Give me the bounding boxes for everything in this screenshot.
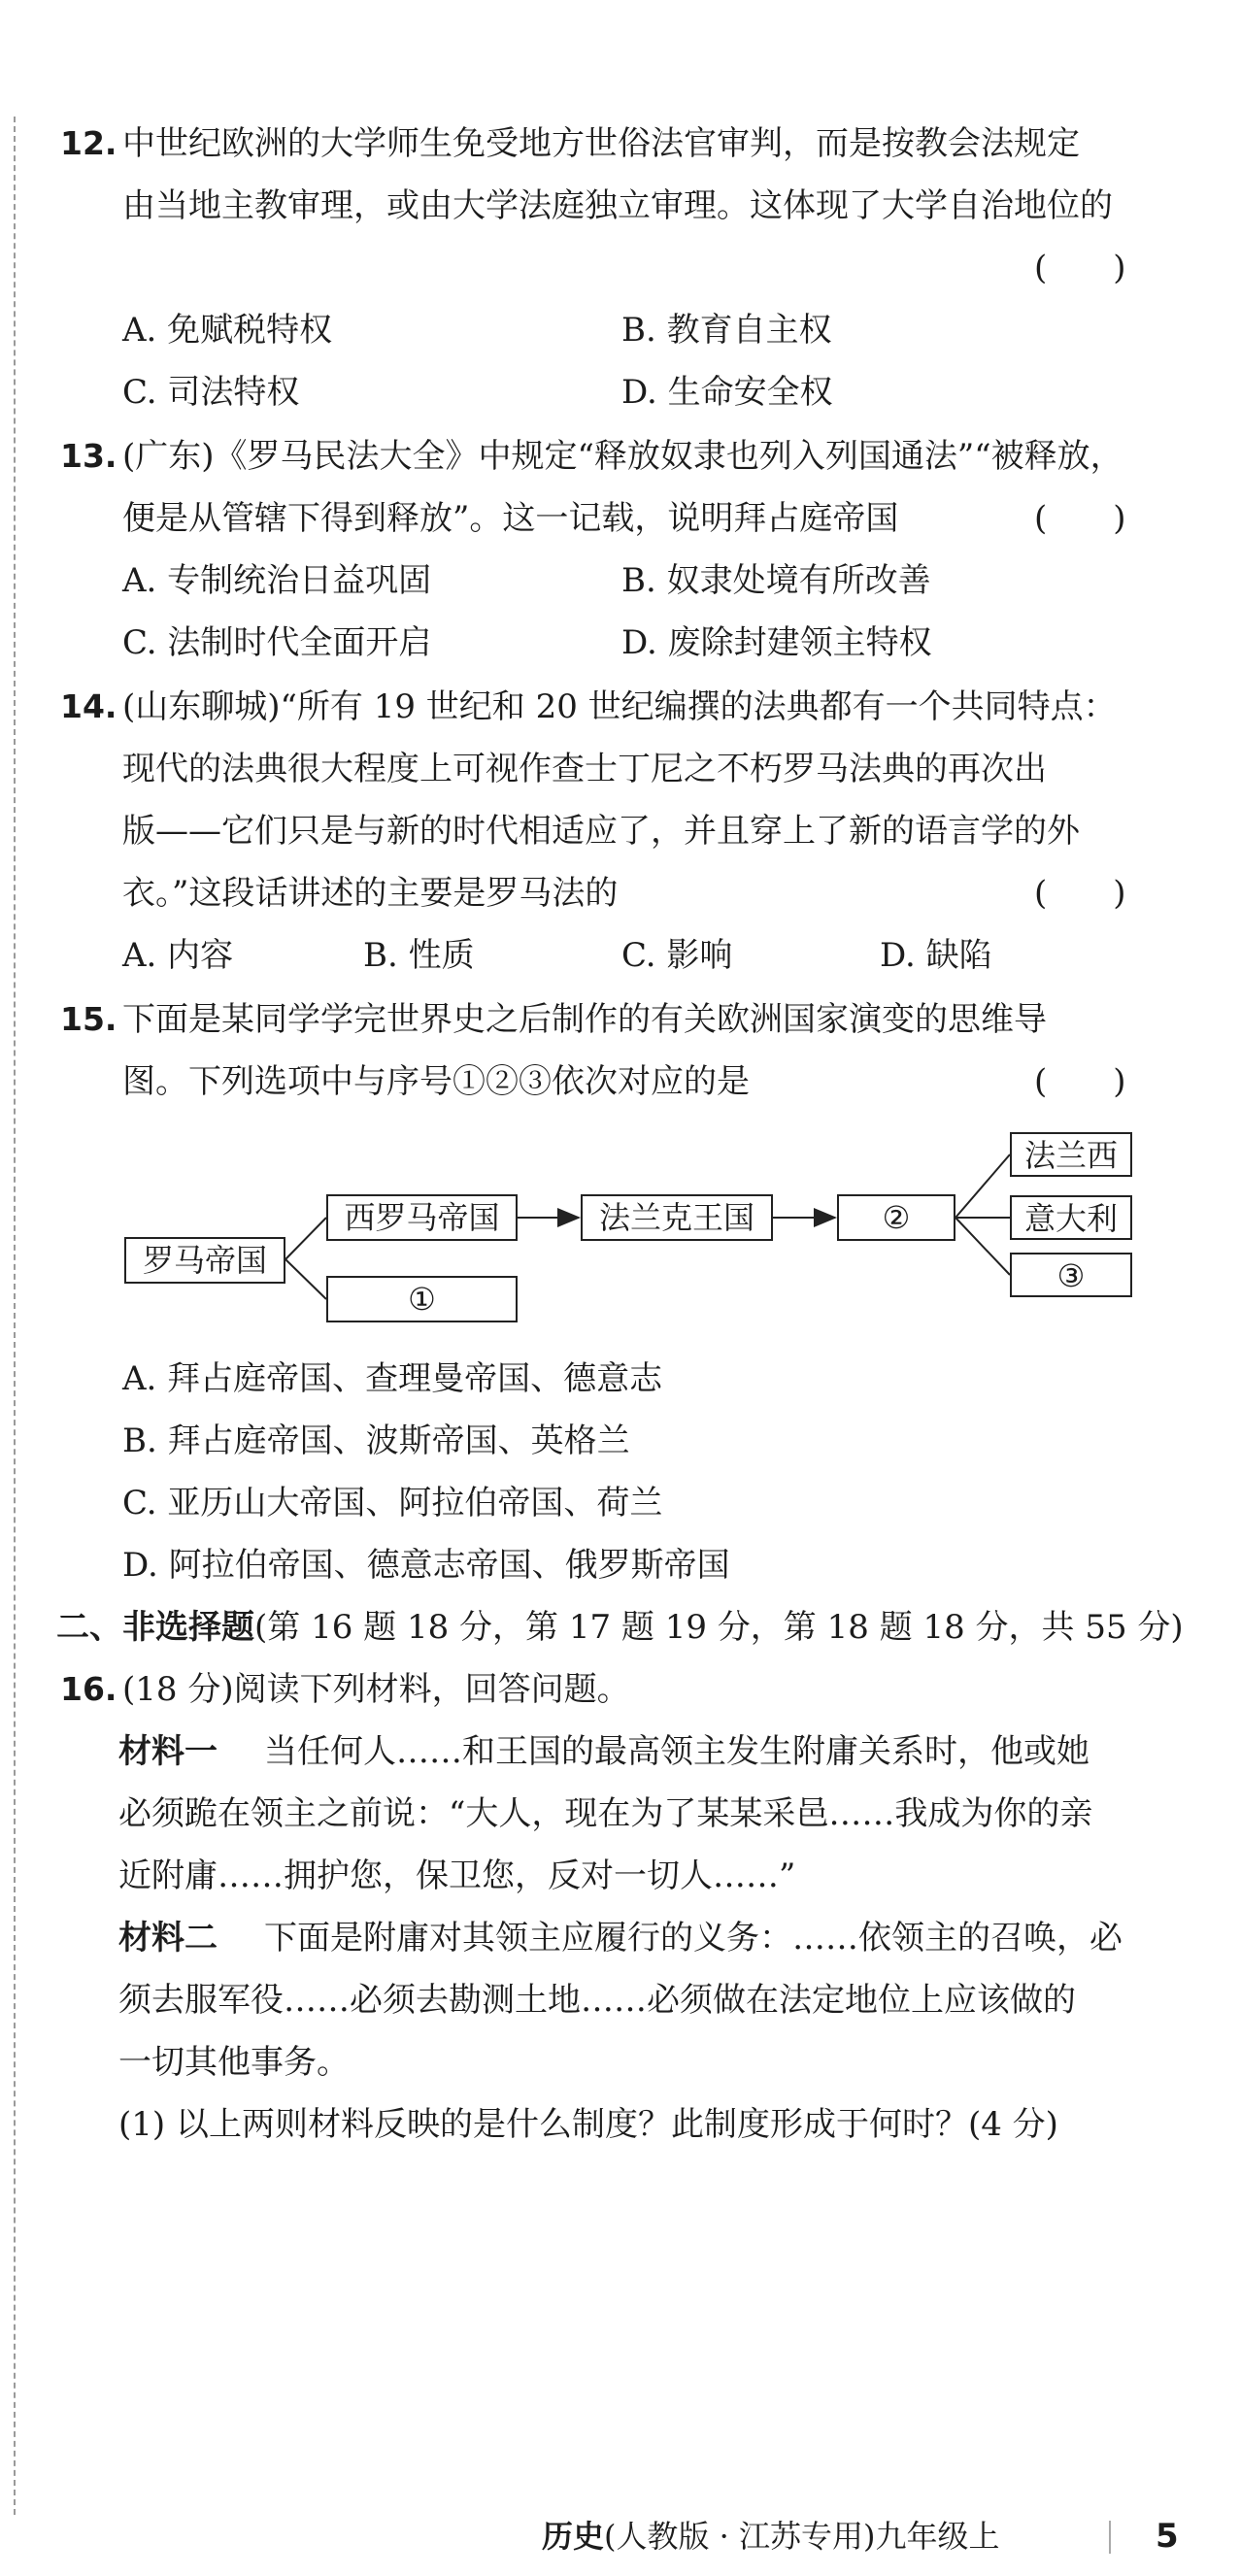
material-2-line1: 下面是附庸对其领主应履行的义务：……依领主的召唤，必	[264, 1919, 1123, 1957]
page-number: 5	[1156, 2517, 1179, 2556]
q12-number: 12.	[60, 124, 117, 162]
q12-option-b: B. 教育自主权	[621, 311, 832, 350]
q14-stem-line3: 版——它们只是与新的时代相适应了，并且穿上了新的语言学的外	[122, 812, 1080, 851]
footer-subject: 历史	[542, 2518, 605, 2555]
q13-stem-line1: (广东)《罗马民法大全》中规定“释放奴隶也列入列国通法”“被释放，	[122, 437, 1123, 476]
q12-option-c: C. 司法特权	[122, 373, 300, 412]
node-frankish-kingdom: 法兰克王国	[581, 1194, 773, 1241]
q13-option-a: A. 专制统治日益巩固	[122, 561, 432, 600]
q16-intro: (18 分)阅读下列材料，回答问题。	[122, 1670, 630, 1709]
q12-stem-line2: 由当地主教审理，或由大学法庭独立审理。这体现了大学自治地位的	[122, 186, 1113, 225]
footer-edition: (人教版 · 江苏专用)九年级上	[604, 2518, 1000, 2555]
connector-root-east	[285, 1259, 326, 1299]
q14-option-b: B. 性质	[363, 936, 475, 975]
material-2-line3: 一切其他事务。	[118, 2043, 350, 2082]
q14-option-a: A. 内容	[122, 936, 234, 975]
margin-dashed-line	[14, 117, 16, 2515]
q12-stem-line1: 中世纪欧洲的大学师生免受地方世俗法官审判，而是按教会法规定	[122, 124, 1080, 163]
q13-answer-paren: ( )	[1034, 499, 1126, 538]
q13-option-c: C. 法制时代全面开启	[122, 623, 432, 662]
connector-mid-third	[955, 1218, 1010, 1275]
q13-number: 13.	[60, 437, 117, 475]
q15-option-a: A. 拜占庭帝国、查理曼帝国、德意志	[122, 1359, 663, 1398]
q12-option-d: D. 生命安全权	[621, 373, 833, 412]
q15-stem-line1: 下面是某同学学完世界史之后制作的有关欧洲国家演变的思维导	[122, 1000, 1047, 1039]
q14-stem-line4: 衣。”这段话讲述的主要是罗马法的	[122, 874, 619, 913]
section-2-title: 二、非选择题	[56, 1608, 254, 1647]
q12-option-a: A. 免赋税特权	[122, 311, 333, 350]
q14-option-d: D. 缺陷	[880, 936, 992, 975]
connector-root-west	[285, 1218, 326, 1259]
q16-subquestion-1: (1) 以上两则材料反映的是什么制度？此制度形成于何时？(4 分)	[118, 2105, 1058, 2144]
node-blank-3: ③	[1010, 1253, 1132, 1297]
node-blank-1: ①	[326, 1276, 518, 1322]
section-2-heading	[56, 1606, 1184, 1649]
section-2-note: (第 16 题 18 分，第 17 题 19 分，第 18 题 18 分，共 55 分)	[254, 1608, 1184, 1647]
footer-divider	[1109, 2521, 1111, 2554]
q15-option-b: B. 拜占庭帝国、波斯帝国、英格兰	[122, 1422, 630, 1460]
connector-mid-fr	[955, 1154, 1010, 1218]
node-italy: 意大利	[1010, 1195, 1132, 1240]
node-blank-2: ②	[837, 1194, 955, 1241]
node-france: 法兰西	[1010, 1132, 1132, 1177]
q14-answer-paren: ( )	[1034, 874, 1126, 913]
q14-stem-line1: (山东聊城)“所有 19 世纪和 20 世纪编撰的法典都有一个共同特点：	[122, 687, 1117, 726]
q15-answer-paren: ( )	[1034, 1062, 1126, 1101]
footer-book-title	[542, 2515, 1000, 2558]
node-western-roman-empire: 西罗马帝国	[326, 1194, 518, 1241]
material-1-label: 材料一	[118, 1732, 218, 1771]
q15-number: 15.	[60, 1000, 117, 1038]
material-2-line2: 须去服军役……必须去勘测土地……必须做在法定地位上应该做的	[118, 1981, 1076, 2020]
material-1-line1: 当任何人……和王国的最高领主发生附庸关系时，他或她	[264, 1732, 1089, 1771]
q14-option-c: C. 影响	[621, 936, 733, 975]
material-2-label: 材料二	[118, 1919, 218, 1957]
q15-option-d: D. 阿拉伯帝国、德意志帝国、俄罗斯帝国	[122, 1546, 730, 1585]
q12-answer-paren: ( )	[1034, 249, 1126, 287]
q13-option-d: D. 废除封建领主特权	[621, 623, 932, 662]
q16-number: 16.	[60, 1670, 117, 1708]
q15-option-c: C. 亚历山大帝国、阿拉伯帝国、荷兰	[122, 1484, 663, 1522]
material-1-line3: 近附庸……拥护您，保卫您，反对一切人……”	[118, 1857, 796, 1895]
q15-stem-line2: 图。下列选项中与序号①②③依次对应的是	[122, 1062, 750, 1101]
node-roman-empire: 罗马帝国	[124, 1237, 285, 1284]
q14-stem-line2: 现代的法典很大程度上可视作查士丁尼之不朽罗马法典的再次出	[122, 750, 1047, 788]
q14-number: 14.	[60, 687, 117, 725]
material-1-line2: 必须跪在领主之前说：“大人，现在为了某某采邑……我成为你的亲	[118, 1794, 1093, 1833]
q13-option-b: B. 奴隶处境有所改善	[621, 561, 931, 600]
q13-stem-line2: 便是从管辖下得到释放”。这一记载，说明拜占庭帝国	[122, 499, 899, 538]
